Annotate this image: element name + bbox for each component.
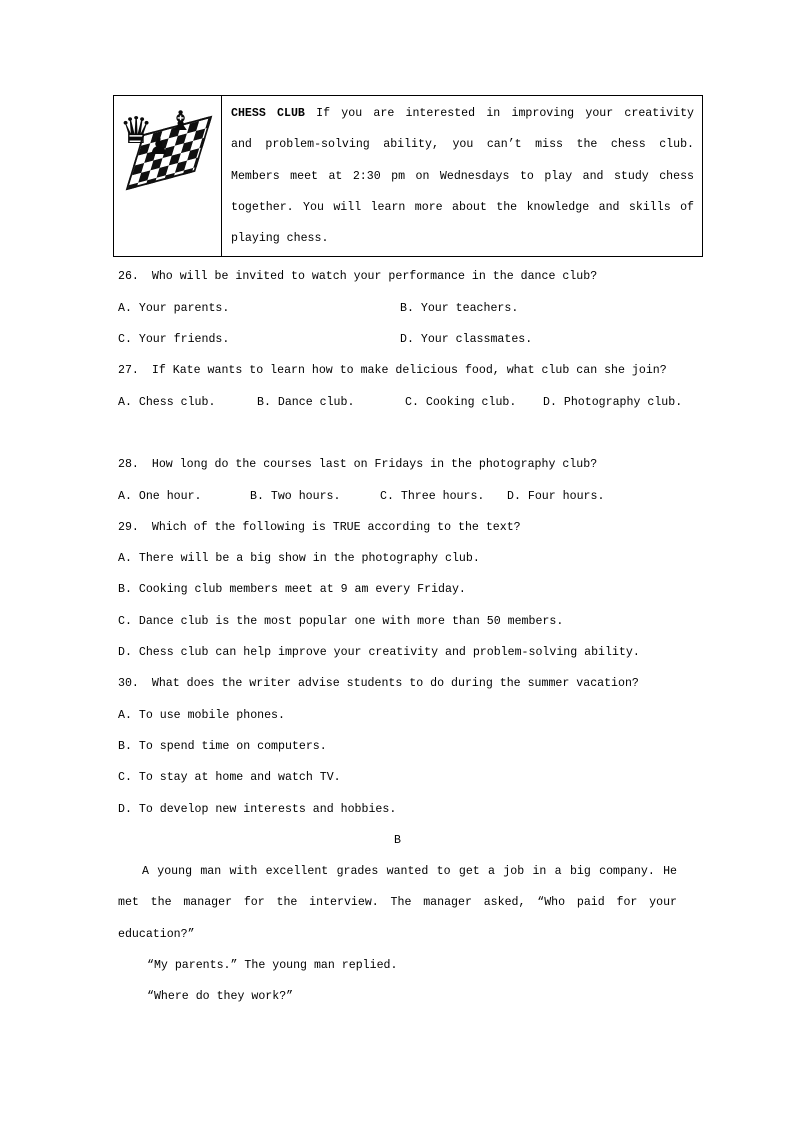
chess-pawn-icon: ♟ [148,134,170,160]
chess-bishop-icon: ♝ [168,106,193,137]
question-line [118,668,677,699]
question-line [118,355,677,386]
club-text-line [231,98,694,129]
club-text-line: together. You will learn more about the knowledge and skills of [231,200,694,214]
question-text: If Kate wants to learn how to make delicious food, what club can she join? [151,364,667,378]
club-description-cell [222,96,703,257]
option-d: D. Photography club. [543,395,683,409]
club-text-line: Members meet at 2:30 pm on Wednesdays to play and study chess [231,169,694,183]
option-a: A. There will be a big show in the photography club. [118,552,480,566]
chess-queen-icon: ♛ [119,109,153,152]
options-row [118,387,683,418]
question-block-28 [118,449,677,512]
passage-line: A young man with excellent grades wanted to get a job in a big company. He [142,865,677,879]
option-a: A. One hour. [118,489,202,503]
option-c: C. Dance club is the most popular one with more than 50 members. [118,614,564,628]
passage-line: met the manager for the interview. The manager asked, “Who paid for your [118,896,677,910]
questions-section [118,261,683,1012]
club-intro-text: If you are interested in improving your creativity [304,107,694,120]
question-text: How long do the courses last on Fridays in the photography club? [151,458,598,472]
question-number: 29. [118,520,139,534]
question-number: 26. [118,270,139,284]
options-row [118,481,677,512]
option-b: B. Two hours. [250,489,341,503]
option-a: A. Your parents. [118,301,230,315]
option-c: C. Your friends. [118,333,230,347]
chess-club-table [113,95,703,257]
option-c: C. Three hours. [380,489,485,503]
question-block-29 [118,512,677,668]
options-row [118,293,677,324]
question-line [118,449,677,480]
option-a: A. To use mobile phones. [118,708,285,722]
chess-image-cell [114,96,222,257]
question-text: What does the writer advise students to do during the summer vacation? [151,677,639,691]
options-row [118,324,677,355]
club-table-row [114,96,703,257]
question-text: Who will be invited to watch your performance in the dance club? [151,270,598,284]
option-d: D. To develop new interests and hobbies. [118,802,397,816]
chess-image [121,104,215,222]
club-text-line: playing chess. [231,232,329,246]
club-text-line: and problem-solving ability, you can’t miss the chess club. [231,138,694,152]
option-b: B. To spend time on computers. [118,739,327,753]
question-text: Which of the following is TRUE according to the text? [151,520,521,534]
passage-b [118,856,677,1012]
question-line [118,512,677,543]
question-number: 27. [118,364,139,378]
option-b: B. Dance club. [257,395,355,409]
club-title: CHESS CLUB [231,107,305,120]
option-d: D. Your classmates. [400,333,533,347]
passage-line: “Where do they work?” [147,990,294,1004]
question-block-30 [118,668,677,824]
option-c: C. To stay at home and watch TV. [118,771,341,785]
option-a: A. Chess club. [118,395,216,409]
question-block-26 [118,261,677,355]
passage-line: education?” [118,927,195,941]
question-number: 28. [118,458,139,472]
question-number: 30. [118,677,139,691]
option-d: D. Four hours. [507,489,605,503]
question-block-27 [118,355,683,418]
option-d: D. Chess club can help improve your creativity and problem-solving ability. [118,646,640,660]
option-c: C. Cooking club. [405,395,517,409]
question-line [118,261,677,292]
option-b: B. Your teachers. [400,301,519,315]
passage-line: “My parents.” The young man replied. [147,959,398,973]
option-b: B. Cooking club members meet at 9 am every Friday. [118,583,466,597]
section-b-heading: B [394,833,401,847]
